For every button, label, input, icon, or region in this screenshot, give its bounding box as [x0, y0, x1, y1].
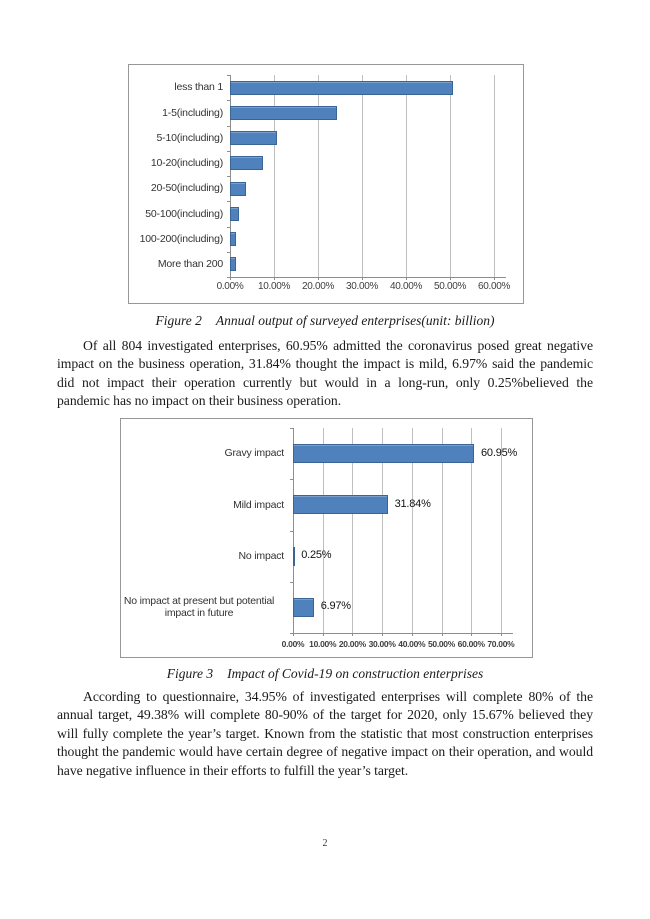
- category-axis-tick: [227, 151, 230, 152]
- value-label: 6.97%: [320, 600, 351, 613]
- category-axis-tick: [227, 227, 230, 228]
- x-axis-tick-label: 30.00%: [345, 281, 379, 292]
- category-label: Mild impact: [233, 498, 284, 511]
- x-axis-tick-label: 20.00%: [301, 281, 335, 292]
- x-axis-tick-label: 10.00%: [257, 281, 291, 292]
- gridline: [450, 75, 451, 277]
- x-axis-tick-label: 0.00%: [216, 281, 244, 292]
- x-axis-tick-label: 40.00%: [398, 639, 426, 649]
- bar: [293, 495, 388, 514]
- category-axis-tick: [227, 176, 230, 177]
- bar: [293, 547, 295, 566]
- category-label: 20-50(including): [150, 182, 223, 195]
- category-label: No impact: [238, 549, 284, 562]
- x-axis-tick-label: 10.00%: [309, 639, 337, 649]
- category-axis-tick: [227, 252, 230, 253]
- x-axis-line: [293, 633, 513, 634]
- paragraph-1: Of all 804 investigated enterprises, 60.95% admitted the coronavirus posed great negative impact on the business operation, 31.84% thought the impact is mild, 6.97% said the pandemic did not impact their operation currently but would in a long-run, only 0.25%believed the pandemic has no impact on their business operation.: [57, 338, 593, 409]
- x-axis-tick-label: 40.00%: [389, 281, 423, 292]
- category-axis-tick: [227, 126, 230, 127]
- x-axis-tick-label: 0.00%: [281, 639, 305, 649]
- bar: [230, 207, 239, 221]
- figure2-caption: [0, 312, 650, 330]
- category-axis-tick: [290, 428, 293, 429]
- gridline: [406, 75, 407, 277]
- bar: [230, 257, 236, 271]
- value-label: 31.84%: [394, 497, 431, 510]
- category-axis-tick: [290, 582, 293, 583]
- category-axis-tick: [227, 201, 230, 202]
- x-axis-line: [230, 277, 506, 278]
- x-axis-tick-label: 60.00%: [477, 281, 511, 292]
- category-label: 50-100(including): [145, 207, 223, 220]
- paragraph-2: According to questionnaire, 34.95% of investigated enterprises will complete 80% of the annual target, 49.38% will complete 80-90% of the target for 2020, only 15.67% believed they will fully complete the year’s target. Known from the statistic that most construction enterprises thought the pandemic would have certain degree of negative impact on their operation, and would have negative influence in their efforts to fulfill the year’s target.: [57, 689, 593, 778]
- figure3-caption-label: Figure 3: [166, 666, 214, 681]
- category-axis-tick: [290, 531, 293, 532]
- bar: [230, 81, 453, 95]
- gridline: [494, 75, 495, 277]
- x-axis-tick-label: 70.00%: [487, 639, 515, 649]
- value-label: 0.25%: [301, 549, 332, 562]
- bar: [230, 232, 236, 246]
- category-axis-tick: [290, 633, 293, 634]
- figure3-caption-title: Impact of Covid-19 on construction enterprises: [227, 666, 484, 681]
- category-label: Gravy impact: [224, 447, 284, 460]
- category-label: 5-10(including): [156, 131, 223, 144]
- figure2-caption-label: Figure 2: [155, 313, 202, 328]
- bar: [230, 106, 337, 120]
- figure2-bar-chart: [128, 64, 524, 304]
- figure2-caption-title: Annual output of surveyed enterprises(unit: billion): [215, 313, 495, 328]
- category-label: less than 1: [174, 81, 223, 94]
- bar: [230, 182, 246, 196]
- category-label: 100-200(including): [139, 232, 223, 245]
- figure3-caption: [0, 665, 650, 683]
- category-label: More than 200: [157, 258, 223, 271]
- bar: [230, 156, 263, 170]
- category-label: 1-5(including): [162, 106, 223, 119]
- category-axis-tick: [290, 479, 293, 480]
- x-axis-tick-label: 30.00%: [368, 639, 396, 649]
- category-axis-tick: [227, 100, 230, 101]
- bar: [293, 598, 314, 617]
- category-axis-tick: [227, 75, 230, 76]
- gridline: [501, 428, 502, 633]
- category-axis-tick: [227, 277, 230, 278]
- x-axis-tick-label: 20.00%: [338, 639, 366, 649]
- bar: [230, 131, 277, 145]
- x-axis-tick-label: 60.00%: [457, 639, 485, 649]
- x-axis-tick-label: 50.00%: [427, 639, 455, 649]
- gridline: [362, 75, 363, 277]
- value-label: 60.95%: [481, 446, 518, 459]
- figure3-bar-chart: [120, 418, 533, 658]
- x-axis-tick-label: 50.00%: [433, 281, 467, 292]
- bar: [293, 444, 474, 463]
- page-number: 2: [322, 838, 328, 849]
- category-label: No impact at present but potential impact in future: [123, 594, 275, 620]
- category-label: 10-20(including): [150, 157, 223, 170]
